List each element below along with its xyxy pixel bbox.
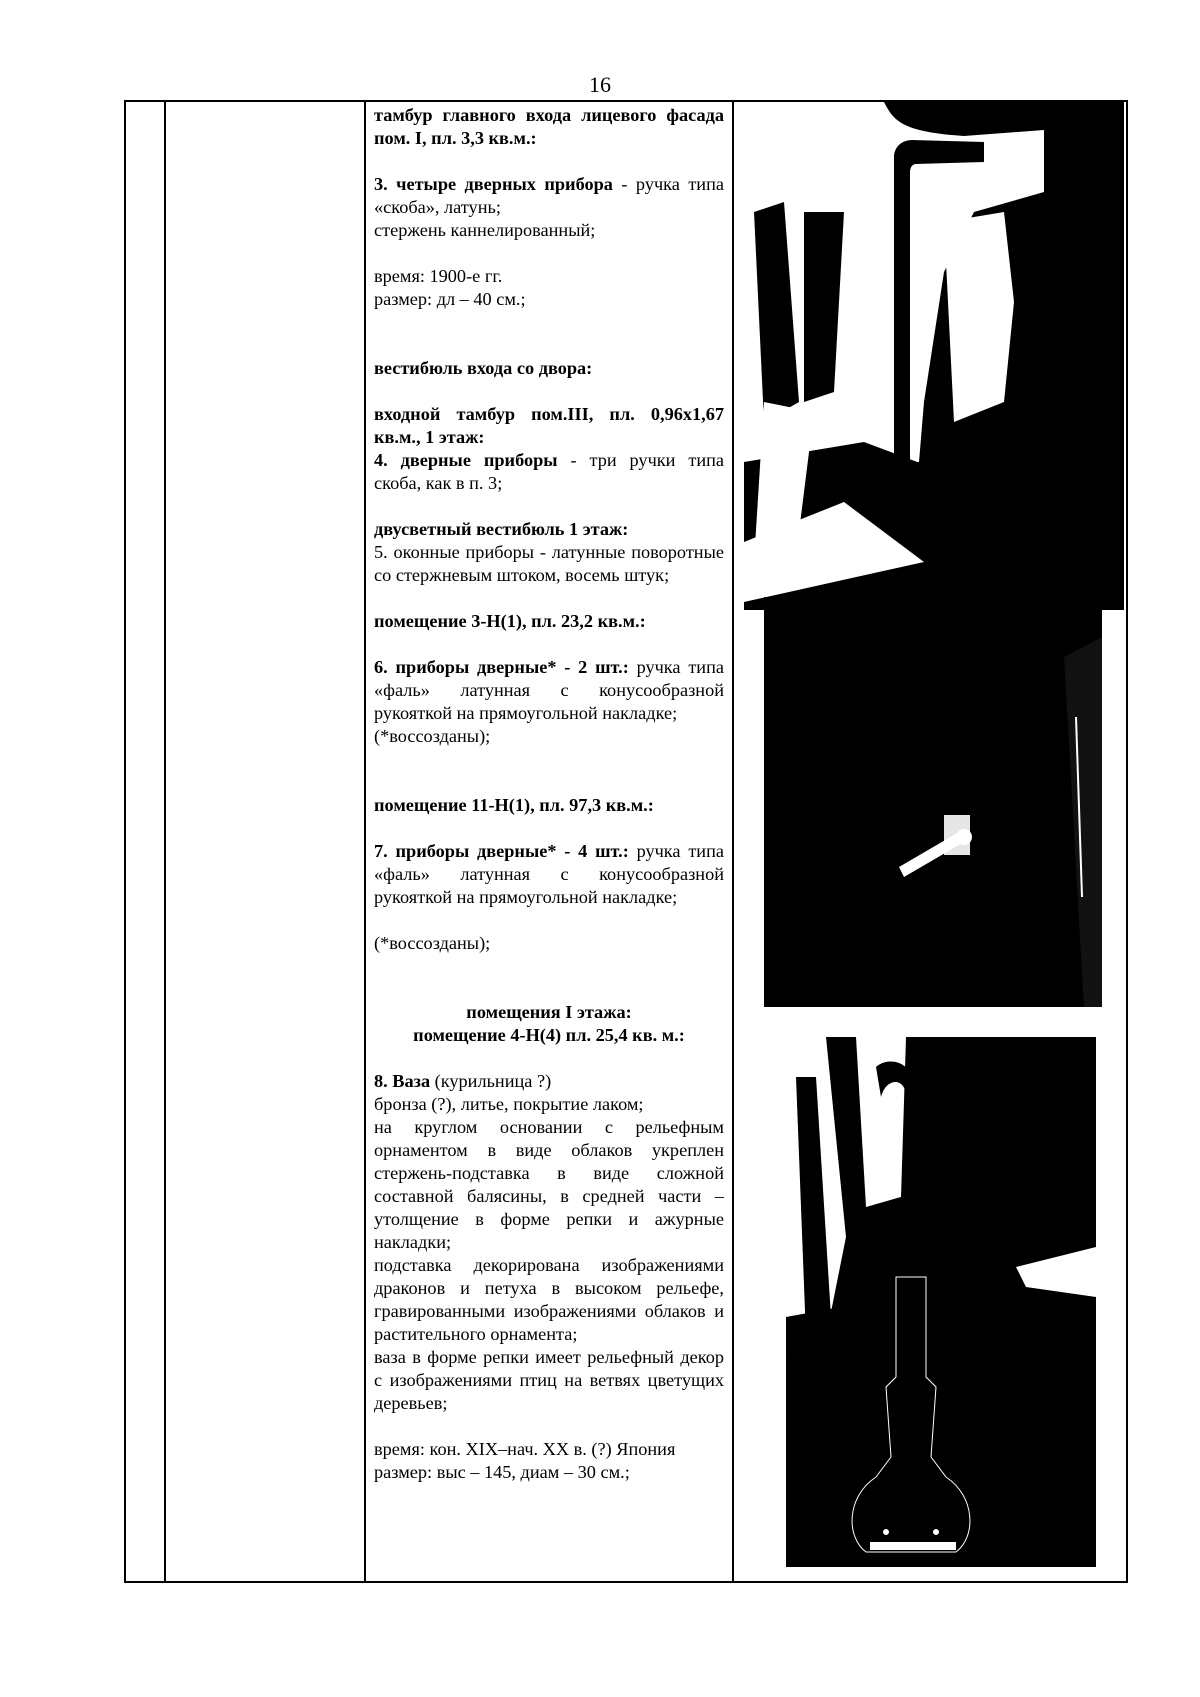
page-number: 16 [589,72,611,97]
item-8-description: подставка декорирована изображениями драконов и петуха в высоком рельефе, гравированными изображениями облаков и растительного орнамента; [374,1255,724,1344]
item-8-date: время: кон. XIX–нач. XX в. (?) Япония [374,1439,676,1459]
section-heading: двусветный вестибюль 1 этаж: [374,519,629,539]
lever-handle-icon [764,597,1102,1007]
column-divider [164,102,166,1581]
item-8-material: бронза (?), литье, покрытие лаком; [374,1094,644,1114]
item-3: 3. четыре дверных прибора - ручка типа «скоба», латунь; [374,174,724,217]
column-divider [364,102,366,1581]
item-6-note: (*воссозданы); [374,726,491,746]
section-heading: входной тамбур пом.III, пл. 0,96х1,67 кв.м., 1 этаж: [374,404,724,447]
item-7-note: (*воссозданы); [374,933,491,953]
section-heading: помещение 3-Н(1), пл. 23,2 кв.м.: [374,611,646,631]
section-heading: вестибюль входа со двора: [374,358,593,378]
item-8-description: на круглом основании с рельефным орнаментом в виде облаков укреплен стержень-подставка в виде сложной составной балясины, в средней части – утолщение в форме репки и ажурные накладки; [374,1117,724,1252]
item-6: 6. приборы дверные* - 2 шт.: ручка типа «фаль» латунная с конусообразной рукояткой на прямоугольной накладке; [374,657,724,723]
section-heading: помещение 11-Н(1), пл. 97,3 кв.м.: [374,795,654,815]
door-handle-photo [744,102,1124,610]
vase-photo [786,1037,1096,1567]
column-divider [732,102,734,1581]
inventory-table [124,100,1128,1583]
item-5: 5. оконные приборы - латунные поворотные со стержневым штоком, восемь штук; [374,542,724,585]
item-4: 4. дверные приборы - три ручки типа скоба, как в п. 3; [374,450,725,493]
item-8-description: ваза в форме репки имеет рельефный декор с изображениями птиц на ветвях цветущих деревьев; [374,1347,724,1413]
section-heading: тамбур главного входа лицевого фасада пом. I, пл. 3,3 кв.м.: [374,105,724,148]
description-cell [374,104,724,1484]
bracket-handle-icon [744,102,1124,610]
item-8-size: размер: выс – 145, диам – 30 см.; [374,1462,630,1482]
section-heading: помещение 4-Н(4) пл. 25,4 кв. м.: [413,1025,685,1045]
item-3-detail: стержень каннелированный; [374,220,596,240]
lever-handle-photo [764,597,1102,1007]
item-8: 8. Ваза (курильница ?) [374,1071,552,1091]
section-heading: помещения I этажа: [466,1002,632,1022]
item-3-date: время: 1900-е гг. [374,266,503,286]
item-7: 7. приборы дверные* - 4 шт.: ручка типа «фаль» латунная с конусообразной рукояткой на прямоугольной накладке; [374,841,724,907]
item-3-size: размер: дл – 40 см.; [374,289,526,309]
vase-icon [786,1037,1096,1567]
